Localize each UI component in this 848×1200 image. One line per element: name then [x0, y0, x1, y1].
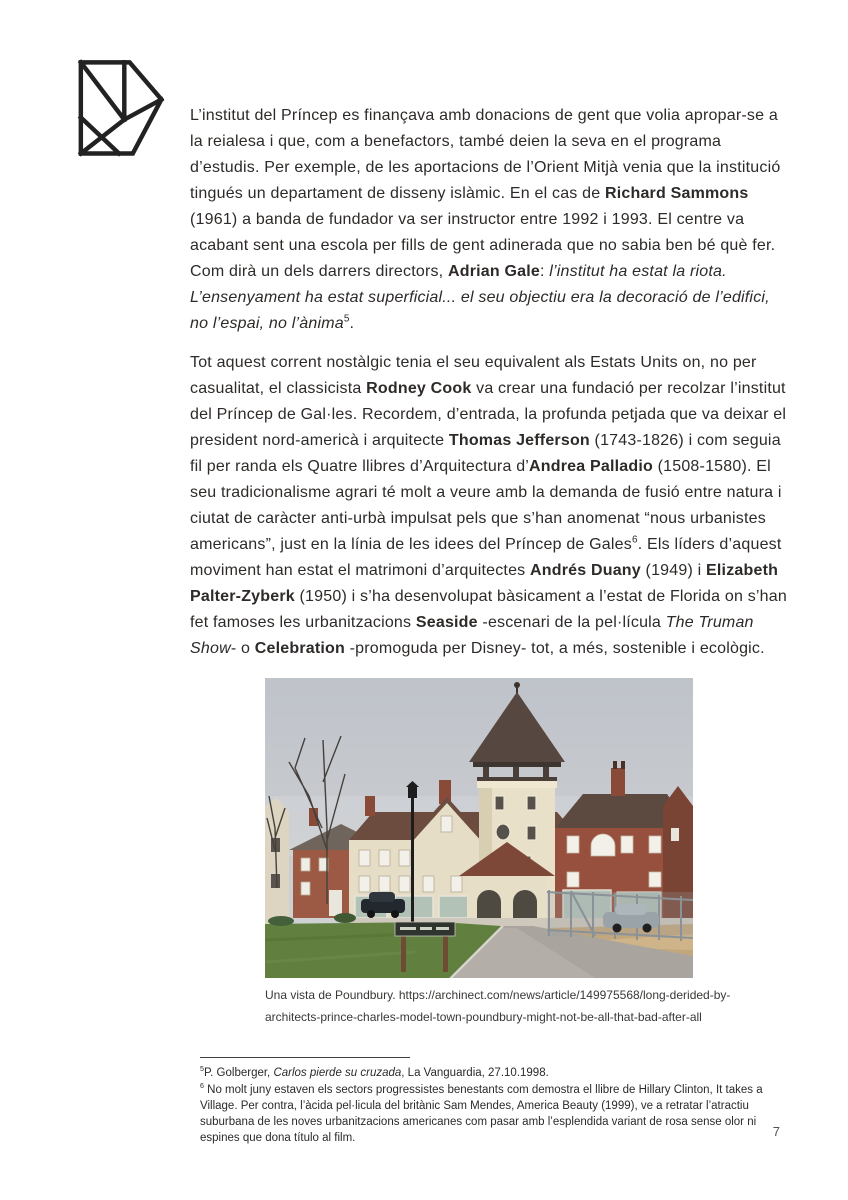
footnotes-section: [200, 1057, 766, 1147]
poundbury-photo: [265, 678, 693, 978]
footnote-5: $^5$P. Golberger, Carlos pierde su cruzada, La Vanguardia, 27.10.1998.: [200, 1065, 549, 1079]
paragraph-1: L’institut del Príncep es finançava amb donacions de gent que volia apropar-se a la reialesa i que, com a benefactors, també deien la seva en el programa d’estudis. Per exemple, de les aportacions de l’Orient Mitjà venia que la institució tingués un departament de disseny islàmic. En el cas de Richard Sammons (1961) a banda de fundador va ser instructor entre 1992 i 1993. El centre va acabant sent una escola per fills de gent adinerada que no sabia ben bé què fer. Com dirà un dels darrers directors, Adrian Gale: l’institut ha estat la riota. L’ensenyament ha estat superficial... el seu objectiu era la decoració de l’edifici, no l’espai, no l’ànima$^5$.: [190, 107, 781, 332]
article-body: [190, 103, 791, 675]
geometric-d-monogram-icon: [66, 56, 172, 162]
paragraph-2: Tot aquest corrent nostàlgic tenia el seu equivalent als Estats Units on, no per casualitat, el classicista Rodney Cook va crear una fundació per recolzar l’institut del Príncep de Gal·les. Recordem, d’entrada, la profunda petjada que va deixar el president nord-americà i arquitecte Thomas Jefferson (1743-1826) i com seguia fil per randa els Quatre llibres d’Arquitectura d’Andrea Palladio (1508-1580). El seu tradicionalisme agrari té molt a veure amb la demanda de fusió entre natura i ciutat de caràcter anti-urbà impulsat pels que s’han anomenat “nous urbanistes americans”, just en la línia de les idees del Príncep de Gales$^6$. Els líders d’aquest moviment han estat el matrimoni d’arquitectes Andrés Duany (1949) i Elizabeth Palter-Zyberk (1950) i s’ha desenvolupat bàsicament a l’estat de Florida on s’han fet famoses les urbanitzacions Seaside -escenari de la pel·lícula The Truman Show- o Celebration -promoguda per Disney- tot, a més, sostenible i ecològic.: [190, 354, 787, 657]
page-number: 7: [772, 1124, 780, 1139]
footnote-6: $^6$ No molt juny estaven els sectors progressistes benestants com demostra el llibre de Hillary Clinton, It takes a Village. Per contra, l’àcida pel·licula del britànic Sam Mendes, America Beauty (1999), ve a retratar l’atractiu suburbana de les noves urbanitzacions americanes com pasar amb l’esplendida variant de rosa sense olor ni espines que dona título al film.: [200, 1082, 763, 1144]
figure-caption: Una vista de Poundbury. https://archinect.com/news/article/149975568/long-derided-by-architects-prince-charles-model-town-poundbury-might-not-be-all-that-bad-after-all: [265, 988, 731, 1024]
footnote-separator: [200, 1057, 410, 1058]
publisher-logo: [66, 56, 172, 162]
